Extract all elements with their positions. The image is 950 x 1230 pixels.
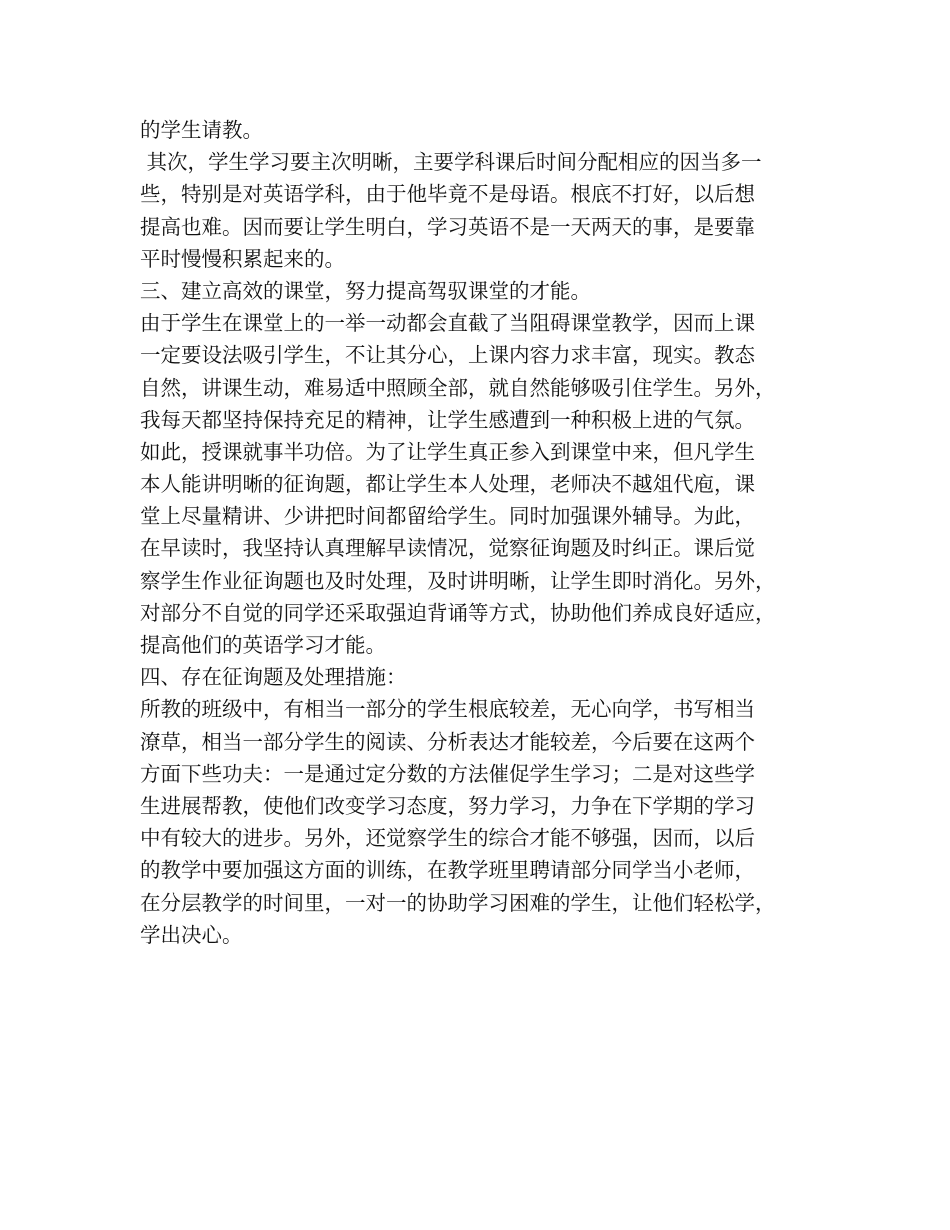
text-line: 我每天都坚持保持充足的精神，让学生感遭到一种积极上进的气氛。: [140, 407, 755, 432]
text-line: 学出决心。: [140, 922, 243, 947]
text-line: 的学生请教。: [140, 118, 263, 142]
text-line: 堂上尽量精讲、少讲把时间都留给学生。同时加强课外辅导。为此，: [140, 504, 755, 529]
text-line: 本人能讲明晰的征询题，都让学生本人处理，老师决不越俎代庖，课: [140, 472, 755, 497]
text-line: 方面下些功夫：一是通过定分数的方法催促学生学习；二是对这些学: [140, 761, 755, 786]
section-heading: 四、存在征询题及处理措施：: [140, 665, 407, 690]
text-line: 如此，授课就事半功倍。为了让学生真正参入到课堂中来，但凡学生: [140, 439, 755, 464]
text-line: 由于学生在课堂上的一举一动都会直截了当阻碍课堂教学，因而上课: [140, 311, 755, 336]
text-line: 其次，学生学习要主次明晰，主要学科课后时间分配相应的因当多一: [140, 150, 762, 175]
text-line: 中有较大的进步。另外，还觉察学生的综合才能不够强，因而，以后: [140, 826, 755, 851]
text-line: 对部分不自觉的同学还采取强迫背诵等方式，协助他们养成良好适应，: [140, 600, 776, 625]
text-line: 些，特别是对英语学科，由于他毕竟不是母语。根底不打好，以后想: [140, 182, 755, 207]
text-line: 在早读时，我坚持认真理解早读情况，觉察征询题及时纠正。课后觉: [140, 536, 755, 561]
text-line: 的教学中要加强这方面的训练，在教学班里聘请部分同学当小老师，: [140, 858, 755, 883]
text-line: 一定要设法吸引学生，不让其分心，上课内容力求丰富，现实。教态: [140, 343, 755, 368]
text-line: 平时慢慢积累起来的。: [140, 246, 345, 271]
text-line: 察学生作业征询题也及时处理，及时讲明晰，让学生即时消化。另外，: [140, 568, 776, 593]
text-line: 生进展帮教，使他们改变学习态度，努力学习，力争在下学期的学习: [140, 793, 755, 818]
text-line: 自然，讲课生动，难易适中照顾全部，就自然能够吸引住学生。另外，: [140, 375, 776, 400]
text-line: 提高他们的英语学习才能。: [140, 633, 386, 657]
text-line: 所教的班级中，有相当一部分的学生根底较差，无心向学，书写相当: [140, 697, 755, 722]
section-heading: 三、建立高效的课堂，努力提高驾驭课堂的才能。: [140, 278, 591, 303]
document-body: [140, 114, 840, 951]
text-line: 在分层教学的时间里，一对一的协助学习困难的学生，让他们轻松学，: [140, 890, 776, 915]
text-line: 潦草，相当一部分学生的阅读、分析表达才能较差，今后要在这两个: [140, 729, 755, 754]
text-line: 提高也难。因而要让学生明白，学习英语不是一天两天的事，是要靠: [140, 214, 755, 239]
